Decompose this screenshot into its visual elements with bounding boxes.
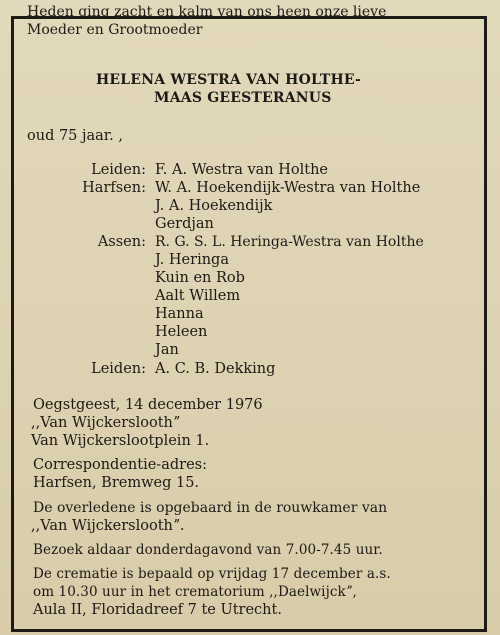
mourner-name: Kuin en Rob (155, 270, 245, 286)
cremation-line-3: Aula II, Floridadreef 7 te Utrecht. (33, 602, 282, 618)
mourner-name: W. A. Hoekendijk-Westra van Holthe (155, 180, 421, 196)
funeral-home-address: Van Wijckerslootplein 1. (31, 433, 210, 449)
funeral-home-name: ,,Van Wijckersloothˮ (31, 415, 180, 431)
mourner-place-assen: Assen: (97, 234, 146, 250)
mourner-name: Heleen (155, 324, 208, 340)
mourner-name: Gerdjan (155, 216, 214, 232)
laid-out-line-1: De overledene is opgebaard in de rouwkamer van (33, 500, 388, 516)
mourner-name: A. C. B. Dekking (155, 361, 276, 377)
mourner-place-harfsen: Harfsen: (82, 180, 146, 196)
correspondence-address: Harfsen, Bremweg 15. (33, 475, 200, 491)
mourner-name: Aalt Willem (155, 288, 241, 304)
intro-line-1: Heden ging zacht en kalm van ons heen onze lieve (27, 4, 387, 20)
cremation-line-1: De crematie is bepaald op vrijdag 17 december a.s. (33, 566, 391, 582)
mourner-name: F. A. Westra van Holthe (155, 162, 329, 178)
intro-line-2: Moeder en Grootmoeder (27, 22, 203, 38)
mourner-name: R. G. S. L. Heringa-Westra van Holthe (155, 234, 424, 250)
age-line: oud 75 jaar. , (27, 128, 123, 144)
cremation-line-2: om 10.30 uur in het crematorium ,,Daelwijckˮ, (33, 584, 357, 600)
correspondence-label: Correspondentie-adres: (33, 457, 207, 473)
mourner-name: J. Heringa (155, 252, 229, 268)
mourner-name: J. A. Hoekendijk (155, 198, 273, 214)
deceased-name-line-1: HELENA WESTRA VAN HOLTHE- (96, 72, 362, 88)
deceased-name-line-2: MAAS GEESTERANUS (154, 90, 332, 106)
location-date: Oegstgeest, 14 december 1976 (33, 397, 263, 413)
mourner-name: Jan (155, 342, 179, 358)
visiting-hours: Bezoek aldaar donderdagavond van 7.00-7.45 uur. (33, 542, 383, 558)
mourner-place-leiden-2: Leiden: (91, 361, 146, 377)
laid-out-line-2: ,,Van Wijckersloothˮ. (31, 518, 185, 534)
mourner-name: Hanna (155, 306, 204, 322)
notice-border (11, 16, 487, 632)
mourner-place-leiden: Leiden: (91, 162, 146, 178)
